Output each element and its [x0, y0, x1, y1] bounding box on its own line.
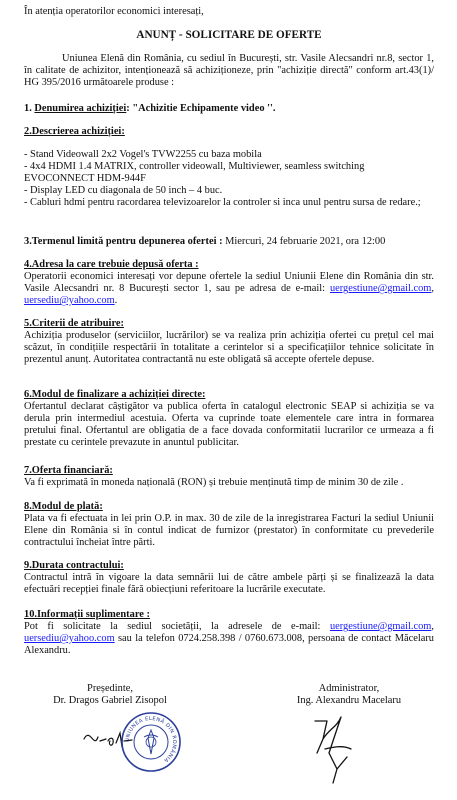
section-10-heading: 10.Informații suplimentare : [24, 609, 150, 620]
section-1: 1. Denumirea achiziției: "Achizitie Echipamente video ''. [24, 103, 276, 114]
stamp-text: UNIUNEA ELENĂ DIN ROMÂNIA [124, 715, 178, 764]
section-3 [24, 236, 434, 248]
signature-right [249, 683, 449, 707]
section-3-heading: 3.Termenul limită pentru depunerea ofertei : [24, 236, 223, 247]
email-link-sediu[interactable]: uersediu@yahoo.com [24, 633, 115, 645]
signatures-area [24, 683, 434, 793]
email-link-gestiune[interactable]: uergestiune@gmail.com [329, 621, 432, 632]
signature-left-name: Dr. Dragos Gabriel Zisopol [53, 695, 167, 707]
signature-left [10, 683, 210, 707]
email-link-gestiune[interactable]: uergestiune@gmail.com [329, 283, 432, 295]
section-2-list [24, 149, 434, 209]
signature-right-name: Ing. Alexandru Macelaru [296, 695, 402, 707]
section-8-text: Plata va fi efectuata in lei prin O.P. in max. 30 de zile de la inregistrarea Facturi la sediul Uniunii Elene din România si în contul indicat de furnizor (prestator) în conformitate cu prevederile contractului încheiat între părti. [24, 513, 434, 549]
section-5-heading: 5.Criterii de atribuire: [24, 318, 124, 329]
section-1-number: 1. [24, 103, 32, 114]
section-1-heading: Denumirea achiziției [34, 103, 127, 114]
header-note: În atenția operatorilor economici interesați, [24, 6, 204, 17]
section-2-heading: 2.Descrierea achiziției: [24, 126, 125, 137]
section-4-text: Operatorii economici interesați vor depune ofertele la sediul Uniunii Elene din România din str. Vasile Alecsandri nr. 8 București sector 1, sau pe adresa de e-mail: uergestiune@gmail.com, uersediu@yahoo.com. [24, 271, 434, 307]
list-item: - 4x4 HDMI 1.4 MATRIX, controller videowall, Multiviewer, seamless switching EVOCONNECT HDM-944F [24, 161, 365, 185]
section-1-value: "Achizitie Echipamente video ''. [132, 103, 276, 114]
list-item: - Display LED cu diagonala de 50 inch – 4 buc. [24, 185, 223, 197]
section-8-heading: 8.Modul de plată: [24, 501, 103, 512]
handwritten-signature-right [307, 709, 359, 787]
section-6-text: Ofertantul declarat câștigător va publica oferta în catalogul electronic SEAP si achiziția se va derula prin intermediul acestuia. Oferta va cuprinde toate elementele care intra in formarea pretului final. Ofertantul are obligatia de a face dovada conformitatii lucrarilor ce urmeaza a fi prestate cu cerintele prevazute in anuntul publicitar. [24, 401, 434, 449]
section-6-heading: 6.Modul de finalizare a achiziției directe: [24, 389, 206, 400]
signature-right-role: Administrator, [318, 683, 380, 694]
section-7-heading: 7.Oferta financiară: [24, 465, 113, 476]
section-4-heading: 4.Adresa la care trebuie depusă oferta : [24, 259, 199, 270]
email-link-sediu[interactable]: uersediu@yahoo.com [24, 295, 115, 307]
intro-paragraph: Uniunea Elenă din România, cu sediul în București, str. Vasile Alecsandri nr.8, sector 1, în calitate de achizitor, intenționează să achiziționeze, prin "achiziție directă" conform art.43(1)/ HG 395/2016 următoarele produse : [24, 53, 434, 89]
svg-text:UNIUNEA ELENĂ DIN ROMÂNIA [125, 716, 177, 763]
section-7-text: Va fi exprimată în moneda națională (RON) și trebuie menținută timp de minim 30 de zile . [24, 477, 404, 488]
list-item: - Stand Videowall 2x2 Vogel's TVW2255 cu baza mobila [24, 149, 262, 160]
page-title: ANUNȚ - SOLICITARE DE OFERTE [136, 29, 322, 41]
official-stamp [120, 711, 182, 773]
section-9-text: Contractul intră în vigoare la data semnării lui de către ambele părți și se finalizează la data efectuări recepției finale fără obiecțiuni referitoare la lucrările executate. [24, 572, 434, 596]
section-9-heading: 9.Durata contractului: [24, 560, 124, 571]
section-10-text: Pot fi solicitate la sediul societății, la adresele de e-mail: uergestiune@gmail.com, uersediu@yahoo.com sau la telefon 0724.258.398 / 0760.673.008, persoana de contact Măcelaru Alexandru. [24, 621, 434, 657]
section-5-text: Achiziția produselor (serviciilor, lucrărilor) se va realiza prin achiziția ofertei cu prețul cel mai scăzut, în condițiile respectării în totalitate a cerintelor si a specificațiilor tehnice solicitate în prezentul anunț. Autoritatea contractantă nu este obligată să accepte ofertele depuse. [24, 330, 434, 366]
list-item: - Cabluri hdmi pentru racordarea televizoarelor la controler si inca unul pentru sursa de redare.; [24, 197, 421, 209]
signature-left-role: Președinte, [87, 683, 133, 694]
section-3-value: Miercuri, 24 februarie 2021, ora 12:00 [225, 236, 386, 247]
